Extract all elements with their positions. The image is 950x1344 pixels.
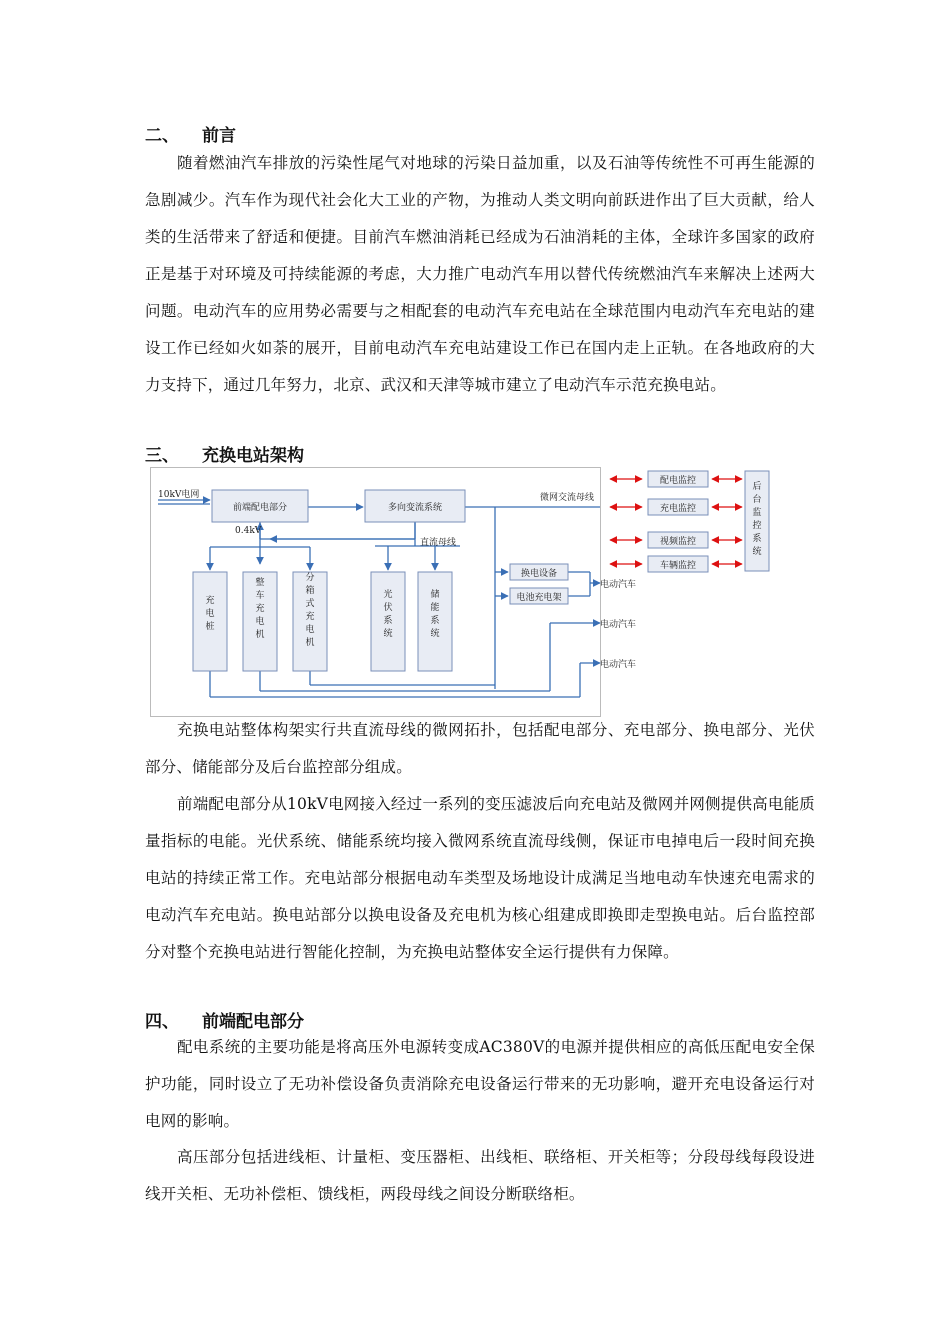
grid-label: 10kV电网 [158,490,200,500]
swap-equipment-label: 换电设备 [520,569,558,579]
converter-label: 多向变流系统 [387,503,443,513]
ev-label: 电动汽车 [600,580,637,590]
voltage-label: 0.4kV [235,526,262,536]
section-title: 前言 [202,126,236,146]
monitor-label: 车辆监控 [659,561,697,571]
section-heading-architecture [145,443,304,469]
section-title: 充换电站架构 [202,446,304,466]
paragraph: 充换电站整体构架实行共直流母线的微网拓扑，包括配电部分、充电部分、换电部分、光伏部分、储能部分及后台监控部分组成。 [145,721,815,776]
section-number: 二、 [145,126,179,146]
monitor-label: 视频监控 [659,537,697,547]
dc-bus-label: 直流母线 [420,538,457,548]
charger-pile-label: 充电桩 [205,596,215,632]
backend-label: 后台监控系统 [752,482,762,557]
architecture-diagram [150,467,780,719]
ac-bus-label: 微网交流母线 [540,493,595,503]
paragraph: 随着燃油汽车排放的污染性尾气对地球的污染日益加重，以及石油等传统性不可再生能源的急剧减少。汽车作为现代社会化大工业的产物，为推动人类文明向前跃进作出了巨大贡献，给人类的生活带来了舒适和便捷。目前汽车燃油消耗已经成为石油消耗的主体，全球许多国家的政府正是基于对环境及可持续能源的考虑，大力推广电动汽车用以替代传统燃油汽车来解决上述两大问题。电动汽车的应用势必需要与之相配套的电动汽车充电站在全球范围内电动汽车充电站的建设工作已经如火如荼的展开，目前电动汽车充电站建设工作已在国内走上正轨。在各地政府的大力支持下，通过几年努力，北京、武汉和天津等城市建立了电动汽车示范充换电站。 [145,154,815,394]
ev-label: 电动汽车 [600,620,637,630]
storage-system-label: 储能系统 [430,590,440,639]
front-dist-label: 前端配电部分 [232,503,288,513]
paragraph: 前端配电部分从10kV电网接入经过一系列的变压滤波后向充电站及微网并网侧提供高电能质量指标的电能。光伏系统、储能系统均接入微网系统直流母线侧，保证市电掉电后一段时间充换电站的持续正常工作。充电站部分根据电动车类型及场地设计成满足当地电动车快速充电需求的电动汽车充电站。换电站部分以换电设备及充电机为核心组建成即换即走型换电站。后台监控部分对整个充换电站进行智能化控制，为充换电站整体安全运行提供有力保障。 [145,795,815,961]
paragraph: 配电系统的主要功能是将高压外电源转变成AC380V的电源并提供相应的高低压配电安全保护功能，同时设立了无功补偿设备负责消除充电设备运行带来的无功影响，避开充电设备运行对电网的影响。 [145,1038,815,1130]
section-title: 前端配电部分 [202,1012,304,1032]
monitor-label: 配电监控 [659,476,697,486]
battery-rack-label: 电池充电架 [516,593,562,603]
section-number: 四、 [145,1012,179,1032]
vehicle-charger-label: 整车充电机 [255,578,265,640]
box-charger-label: 分箱式充电机 [305,573,315,648]
ev-label: 电动汽车 [600,660,637,670]
pv-system-label: 光伏系统 [383,590,393,639]
section-number: 三、 [145,446,179,466]
paragraph: 高压部分包括进线柜、计量柜、变压器柜、出线柜、联络柜、开关柜等；分段母线每段设进线开关柜、无功补偿柜、馈线柜，两段母线之间设分断联络柜。 [145,1148,815,1203]
monitor-label: 充电监控 [659,504,697,514]
